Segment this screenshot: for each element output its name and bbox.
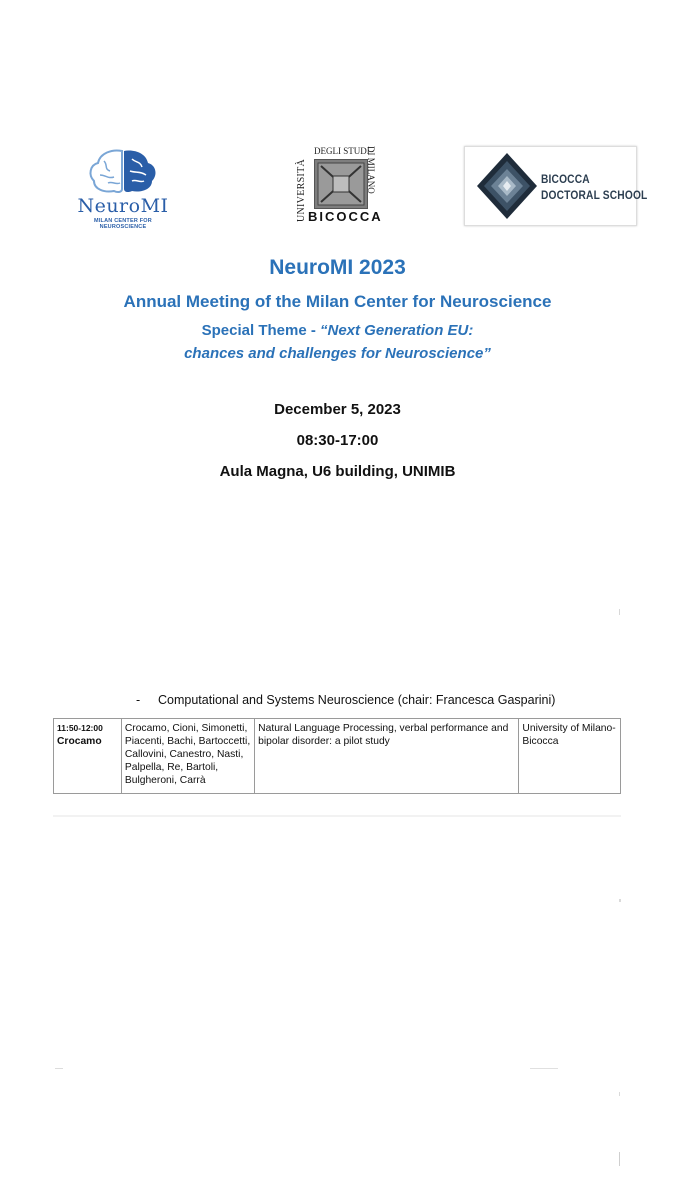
page-subtitle: Annual Meeting of the Milan Center for Neuroscience — [123, 292, 552, 311]
scan-mark — [55, 1068, 63, 1069]
talk-time: 11:50-12:00 — [57, 723, 103, 733]
theme-prefix: Special Theme - — [201, 322, 320, 339]
event-date: December 5, 2023 — [274, 401, 401, 418]
unimib-top-text: DEGLI STUDI — [314, 146, 370, 156]
neuromi-logo — [74, 147, 172, 229]
affiliation-cell: University of Milano-Bicocca — [519, 719, 621, 794]
scan-mark — [619, 1092, 620, 1096]
doctoral-school-logo — [464, 146, 648, 226]
theme-title-line1: “Next Generation EU: — [320, 322, 474, 339]
brain-icon — [74, 147, 172, 197]
unimib-crest-icon — [315, 160, 367, 208]
event-time: 08:30-17:00 — [296, 432, 379, 449]
unimib-vertical-text: UNIVERSITÀ — [296, 159, 307, 222]
session-heading — [136, 693, 555, 707]
special-theme-line2: chances and challenges for Neuroscience” — [184, 345, 491, 362]
neuromi-subtitle: MILAN CENTER FOR NEUROSCIENCE — [94, 218, 152, 230]
scan-mark — [619, 1152, 620, 1166]
special-theme-line1 — [0, 322, 675, 339]
talk-title-cell: Natural Language Processing, verbal performance and bipolar disorder: a pilot study — [255, 719, 519, 794]
time-cell — [54, 719, 122, 794]
page-title: NeuroMI 2023 — [269, 256, 406, 279]
doctoral-school-line2: DOCTORAL SCHOOL — [541, 188, 648, 202]
scan-mark — [619, 609, 620, 615]
neuromi-wordmark: NeuroMI — [77, 195, 169, 217]
talk-speaker: Crocamo — [57, 736, 102, 747]
table-row — [54, 719, 621, 794]
unimib-right-text: DI MILANO — [366, 146, 376, 194]
cropped-row-edge — [53, 815, 621, 817]
unimib-emblem — [314, 159, 368, 209]
unimib-bicocca-text: BICOCCA — [308, 209, 383, 224]
scan-mark — [619, 899, 621, 902]
event-venue: Aula Magna, U6 building, UNIMIB — [219, 463, 456, 480]
authors-cell: Crocamo, Cioni, Simonetti, Piacenti, Bachi, Bartoccetti, Callovini, Canestro, Nasti, Palpella, Re, Bartoli, Bulgheroni, Carrà — [121, 719, 254, 794]
doctoral-school-line1: BICOCCA — [541, 172, 590, 186]
scan-mark — [530, 1068, 558, 1069]
diamond-icon — [475, 151, 539, 221]
session-bullet: - — [136, 693, 141, 707]
unimib-logo — [296, 146, 383, 226]
program-table — [53, 718, 621, 794]
session-label: Computational and Systems Neuroscience (chair: Francesca Gasparini) — [158, 693, 556, 707]
